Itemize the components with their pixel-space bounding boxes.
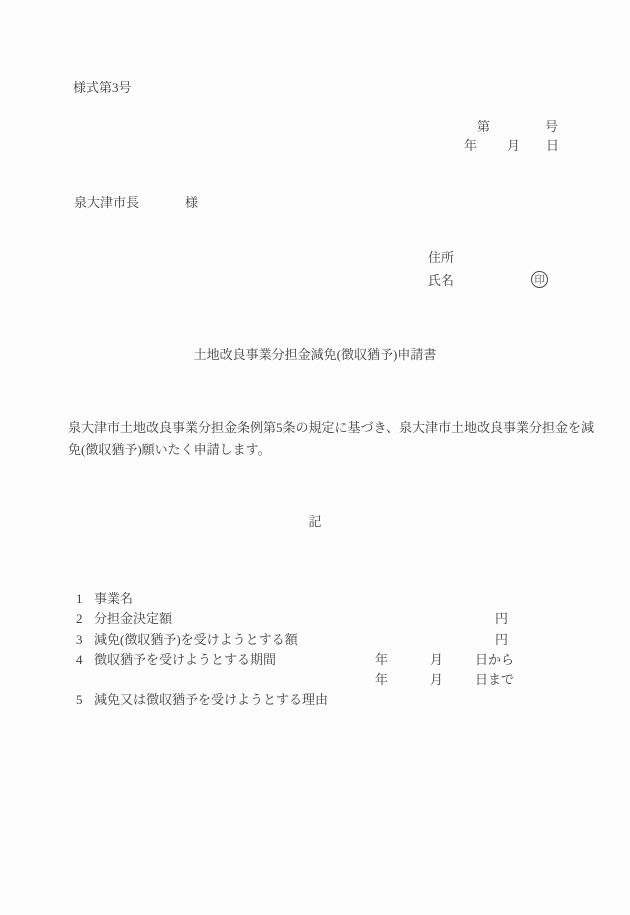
item-4-from-month: 月 bbox=[430, 652, 444, 667]
item-5-number: 5 bbox=[76, 692, 83, 707]
item-5-label: 減免又は徴収猶予を受けようとする理由 bbox=[94, 692, 329, 707]
item-3-unit: 円 bbox=[495, 632, 509, 647]
item-1-number: 1 bbox=[76, 591, 83, 606]
item-1-label: 事業名 bbox=[94, 591, 134, 606]
item-4-number: 4 bbox=[76, 652, 83, 667]
recipient-honorific: 様 bbox=[185, 195, 199, 210]
form-number: 様式第3号 bbox=[73, 80, 132, 95]
item-4-label: 徴収猶予を受けようとする期間 bbox=[94, 652, 277, 667]
doc-number-prefix: 第 bbox=[477, 119, 491, 134]
applicant-name-label: 氏名 bbox=[428, 273, 455, 288]
item-3-label: 減免(徴収猶予)を受けようとする額 bbox=[94, 632, 298, 647]
date-year-label: 年 bbox=[464, 138, 478, 153]
seal-icon: 印 bbox=[531, 271, 548, 288]
doc-number-suffix: 号 bbox=[545, 119, 559, 134]
date-month-label: 月 bbox=[507, 138, 521, 153]
item-4-to-day: 日まで bbox=[475, 672, 515, 687]
item-4-from-day: 日から bbox=[475, 652, 515, 667]
date-day-label: 日 bbox=[546, 138, 560, 153]
item-4-from-year: 年 bbox=[375, 652, 389, 667]
body-line-2: 免(徴収猶予)願いたく申請します。 bbox=[68, 442, 271, 457]
applicant-address-label: 住所 bbox=[428, 250, 455, 265]
body-line-1: 泉大津市土地改良事業分担金条例第5条の規定に基づき、泉大津市土地改良事業分担金を減 bbox=[68, 420, 594, 435]
item-4-to-year: 年 bbox=[375, 672, 389, 687]
recipient-name: 泉大津市長 bbox=[74, 195, 140, 210]
item-2-number: 2 bbox=[76, 611, 83, 626]
item-3-number: 3 bbox=[76, 632, 83, 647]
item-2-unit: 円 bbox=[495, 611, 509, 626]
item-2-label: 分担金決定額 bbox=[94, 611, 173, 626]
item-4-to-month: 月 bbox=[430, 672, 444, 687]
document-title: 土地改良事業分担金減免(徴収猶予)申請書 bbox=[193, 347, 437, 362]
record-heading: 記 bbox=[308, 514, 322, 529]
